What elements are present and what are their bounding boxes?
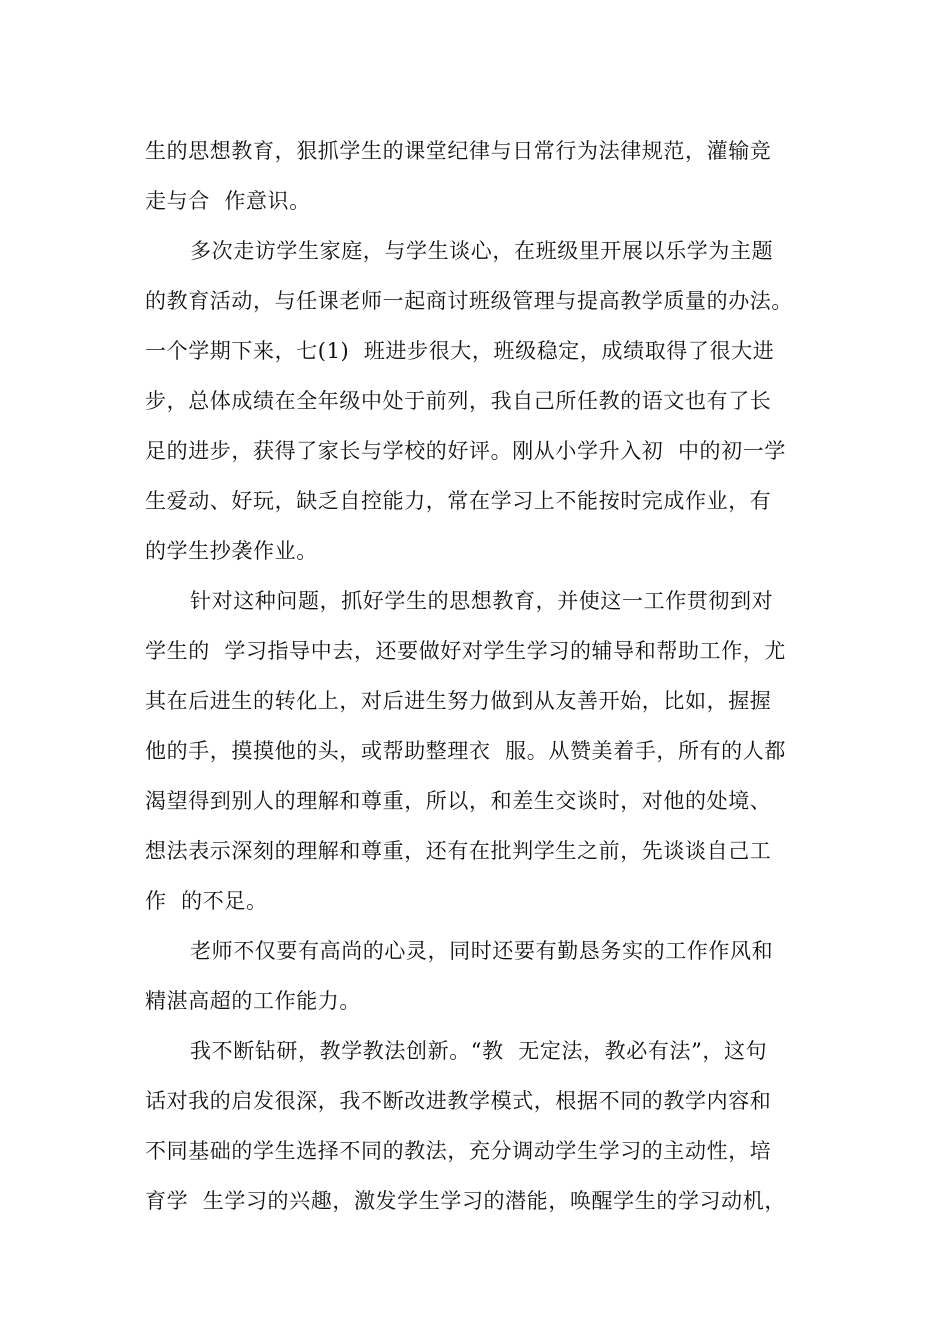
text-line-5: 一个学期下来，七(1) 班进步很大，班级稳定，成绩取得了很大进 [145,339,775,363]
text-line-12: 其在后进生的转化上，对后进生努力做到从友善开始，比如，握握 [145,689,772,713]
text-line-7: 足的进步，获得了家长与学校的好评。刚从小学升入初 中的初一学 [145,439,786,463]
text-line-9: 的学生抄袭作业。 [145,539,318,563]
text-line-15: 想法表示深刻的理解和尊重，还有在批判学生之前，先谈谈自己工 [145,839,772,863]
text-line-20: 话对我的启发很深，我不断改进教学模式，根据不同的教学内容和 [145,1089,772,1113]
text-line-19: 我不断钻研，教学教法创新。“教 无定法，教必有法”，这句 [190,1039,768,1063]
text-line-3: 多次走访学生家庭，与学生谈心，在班级里开展以乐学为主题 [190,239,774,263]
text-line-1: 生的思想教育，狠抓学生的课堂纪律与日常行为法律规范，灌输竞 [145,139,772,163]
text-line-2: 走与合 作意识。 [145,189,311,213]
text-line-21: 不同基础的学生选择不同的教法，充分调动学生学习的主动性，培 [145,1139,772,1163]
text-line-13: 他的手，摸摸他的头，或帮助整理衣 服。从赞美着手，所有的人都 [145,739,786,763]
text-line-14: 渴望得到别人的理解和尊重，所以，和差生交谈时，对他的处境、 [145,789,772,813]
text-line-8: 生爱动、好玩，缺乏自控能力，常在学习上不能按时完成作业，有 [145,489,772,513]
text-line-17: 老师不仅要有高尚的心灵，同时还要有勤恳务实的工作作风和 [190,939,774,963]
text-line-16: 作 的不足。 [145,889,268,913]
text-line-10: 针对这种问题，抓好学生的思想教育，并使这一工作贯彻到对 [190,589,774,613]
text-line-11: 学生的 学习指导中去，还要做好对学生学习的辅导和帮助工作，尤 [145,639,786,663]
text-line-6: 步，总体成绩在全年级中处于前列，我自己所任教的语文也有了长 [145,389,772,413]
text-line-4: 的教育活动，与任课老师一起商讨班级管理与提高教学质量的办法。 [145,289,793,313]
text-line-18: 精湛高超的工作能力。 [145,989,361,1013]
text-line-22: 育学 生学习的兴趣，激发学生学习的潜能，唤醒学生的学习动机， [145,1189,786,1213]
